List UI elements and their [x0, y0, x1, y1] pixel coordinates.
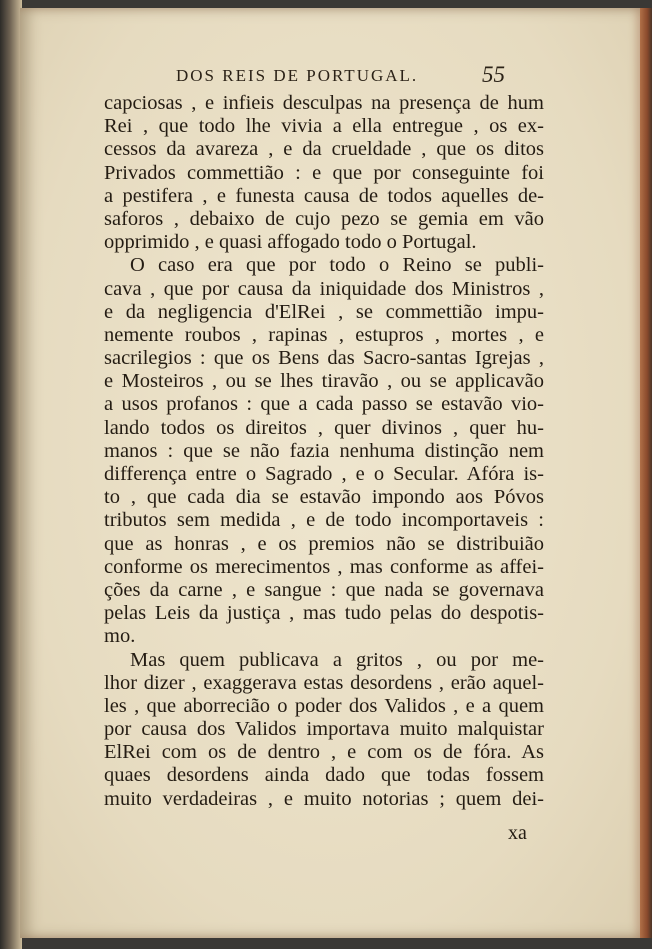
- text-line: sacrilegios : que os Bens das Sacro-santas Igrejas ,: [104, 347, 544, 370]
- text-line: differença entre o Sagrado , e o Secular. Afóra is-: [104, 463, 544, 485]
- catchword: xa: [508, 822, 527, 844]
- text-line: e da negligencia d'ElRei , se commettião impu-: [104, 300, 544, 323]
- text-line: les , que aborrecião o poder dos Validos , e a quem: [104, 694, 544, 717]
- text-line: cessos da avareza , e da crueldade , que os ditos: [104, 138, 544, 161]
- text-line: opprimido , e quasi affogado todo o Portugal.: [104, 231, 477, 254]
- text-line: ções da carne , e sangue : que nada se governava: [104, 578, 544, 601]
- text-line: nemente roubos , rapinas , estupros , mortes , e: [104, 323, 544, 346]
- text-line: Mas quem publicava a gritos , ou por me-: [130, 648, 544, 671]
- text-line: O caso era que por todo o Reino se publi-: [130, 254, 544, 277]
- text-line: ElRei com os de dentro , e com os de fóra. As: [104, 741, 544, 764]
- body-text: [104, 92, 544, 811]
- book-gutter: [0, 0, 22, 949]
- page-number: 55: [482, 62, 505, 87]
- text-line: a usos profanos : que a cada passo se estavão vio-: [104, 393, 544, 416]
- text-line: lhor dizer , exaggerava estas desordens , erão aquel-: [104, 671, 544, 694]
- text-line: to , que cada dia se estavão impondo aos Póvos: [104, 486, 544, 509]
- text-line: lando todos os direitos , quer divinos , quer hu-: [104, 416, 544, 439]
- text-line: a pestifera , e funesta causa de todos aquelles de-: [104, 184, 544, 207]
- text-line: quaes desordens ainda dado que todas fossem: [104, 764, 544, 787]
- text-line: pelas Leis da justiça , mas tudo pelas do despotis-: [104, 602, 544, 625]
- text-line: mo.: [104, 625, 136, 648]
- text-line: e Mosteiros , ou se lhes tiravão , ou se applicavão: [104, 370, 544, 393]
- text-line: muito verdadeiras , e muito notorias ; quem dei-: [104, 787, 544, 810]
- text-line: cava , que por causa da iniquidade dos Ministros ,: [104, 277, 544, 300]
- running-title: DOS REIS DE PORTUGAL.: [176, 66, 419, 85]
- text-line: tributos sem medida , e de todo incomportaveis :: [104, 509, 544, 532]
- text-line: conforme os merecimentos , mas conforme as affei-: [104, 555, 544, 578]
- page-header: [150, 62, 550, 96]
- text-line: saforos , debaixo de cujo pezo se gemia em vão: [104, 207, 544, 230]
- text-line: manos : que se não fazia nenhuma distinção nem: [104, 439, 544, 462]
- page-edge: [640, 8, 652, 938]
- text-line: que as honras , e os premios não se distribuião: [104, 532, 544, 555]
- text-line: por causa dos Validos importava muito malquistar: [104, 718, 544, 741]
- text-line: capciosas , e infieis desculpas na presença de hum: [104, 92, 544, 114]
- text-line: Privados commettião : e que por conseguinte foi: [104, 161, 544, 184]
- text-line: Rei , que todo lhe vivia a ella entregue , os ex-: [104, 115, 544, 138]
